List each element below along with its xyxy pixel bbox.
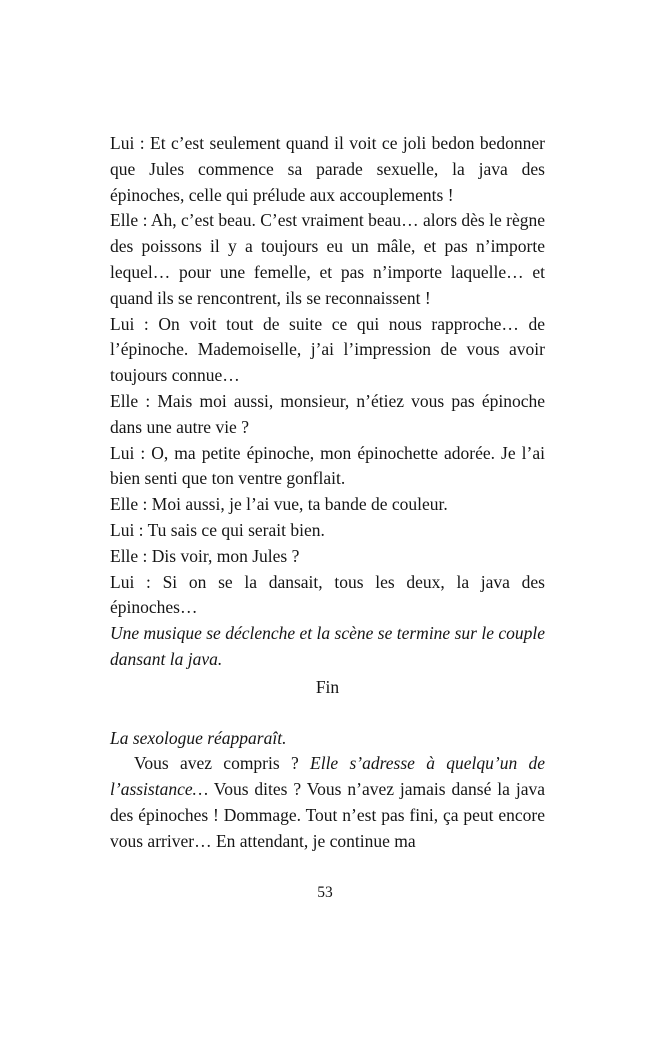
dialogue-line-lui-5: Lui : Si on se la dansait, tous les deux, la java des épinoches…: [110, 571, 545, 618]
speech-aside: Elle s’adresse à quelqu’un de l’assistance…: [110, 753, 545, 800]
dialogue-line-lui-4: Lui : Tu sais ce qui serait bien.: [110, 519, 325, 540]
dialogue-line-elle-1: Elle : Ah, c’est beau. C’est vraiment beau… alors dès le règne des poissons il y a toujours eu un mâle, et pas n’importe lequel… pour une femelle, et pas n’importe laquelle… et quand ils se rencontrent, ils se reconnaissent !: [110, 210, 545, 308]
dialogue-line-lui-3: Lui : O, ma petite épinoche, mon épinochette adorée. Je l’ai bien senti que ton ventre gonflait.: [110, 442, 545, 489]
dialogue-line-lui-2: Lui : On voit tout de suite ce qui nous rapproche… de l’épinoche. Mademoiselle, j’ai l’impression de vous avoir toujours connue…: [110, 313, 545, 386]
speech-end: Vous dites ? Vous n’avez jamais dansé la java des épinoches ! Dommage. Tout n’est pas fini, ça peut encore vous arriver… En attendant, je continue ma: [110, 779, 545, 851]
dialogue-line-elle-2: Elle : Mais moi aussi, monsieur, n’étiez vous pas épinoche dans une autre vie ?: [110, 390, 545, 437]
dialogue-line-elle-4: Elle : Dis voir, mon Jules ?: [110, 545, 300, 566]
stage-direction: Une musique se déclenche et la scène se termine sur le couple dansant la java.: [110, 623, 545, 669]
page-text: [110, 131, 545, 855]
section-gap: [110, 701, 545, 726]
scene-end-fin: Fin: [315, 676, 340, 697]
page-number: 53: [317, 884, 333, 901]
speech-start: Vous avez compris ?: [134, 753, 311, 774]
dialogue-line-elle-3: Elle : Moi aussi, je l’ai vue, ta bande de couleur.: [110, 494, 448, 515]
dialogue-line-lui-1: Lui : Et c’est seulement quand il voit ce joli bedon bedonner que Jules commence sa parade sexuelle, la java des épinoches, celle qui prélude aux accouplements !: [110, 133, 545, 205]
sexologue-speech: [110, 751, 545, 854]
next-scene-direction: La sexologue réapparaît.: [110, 727, 287, 748]
